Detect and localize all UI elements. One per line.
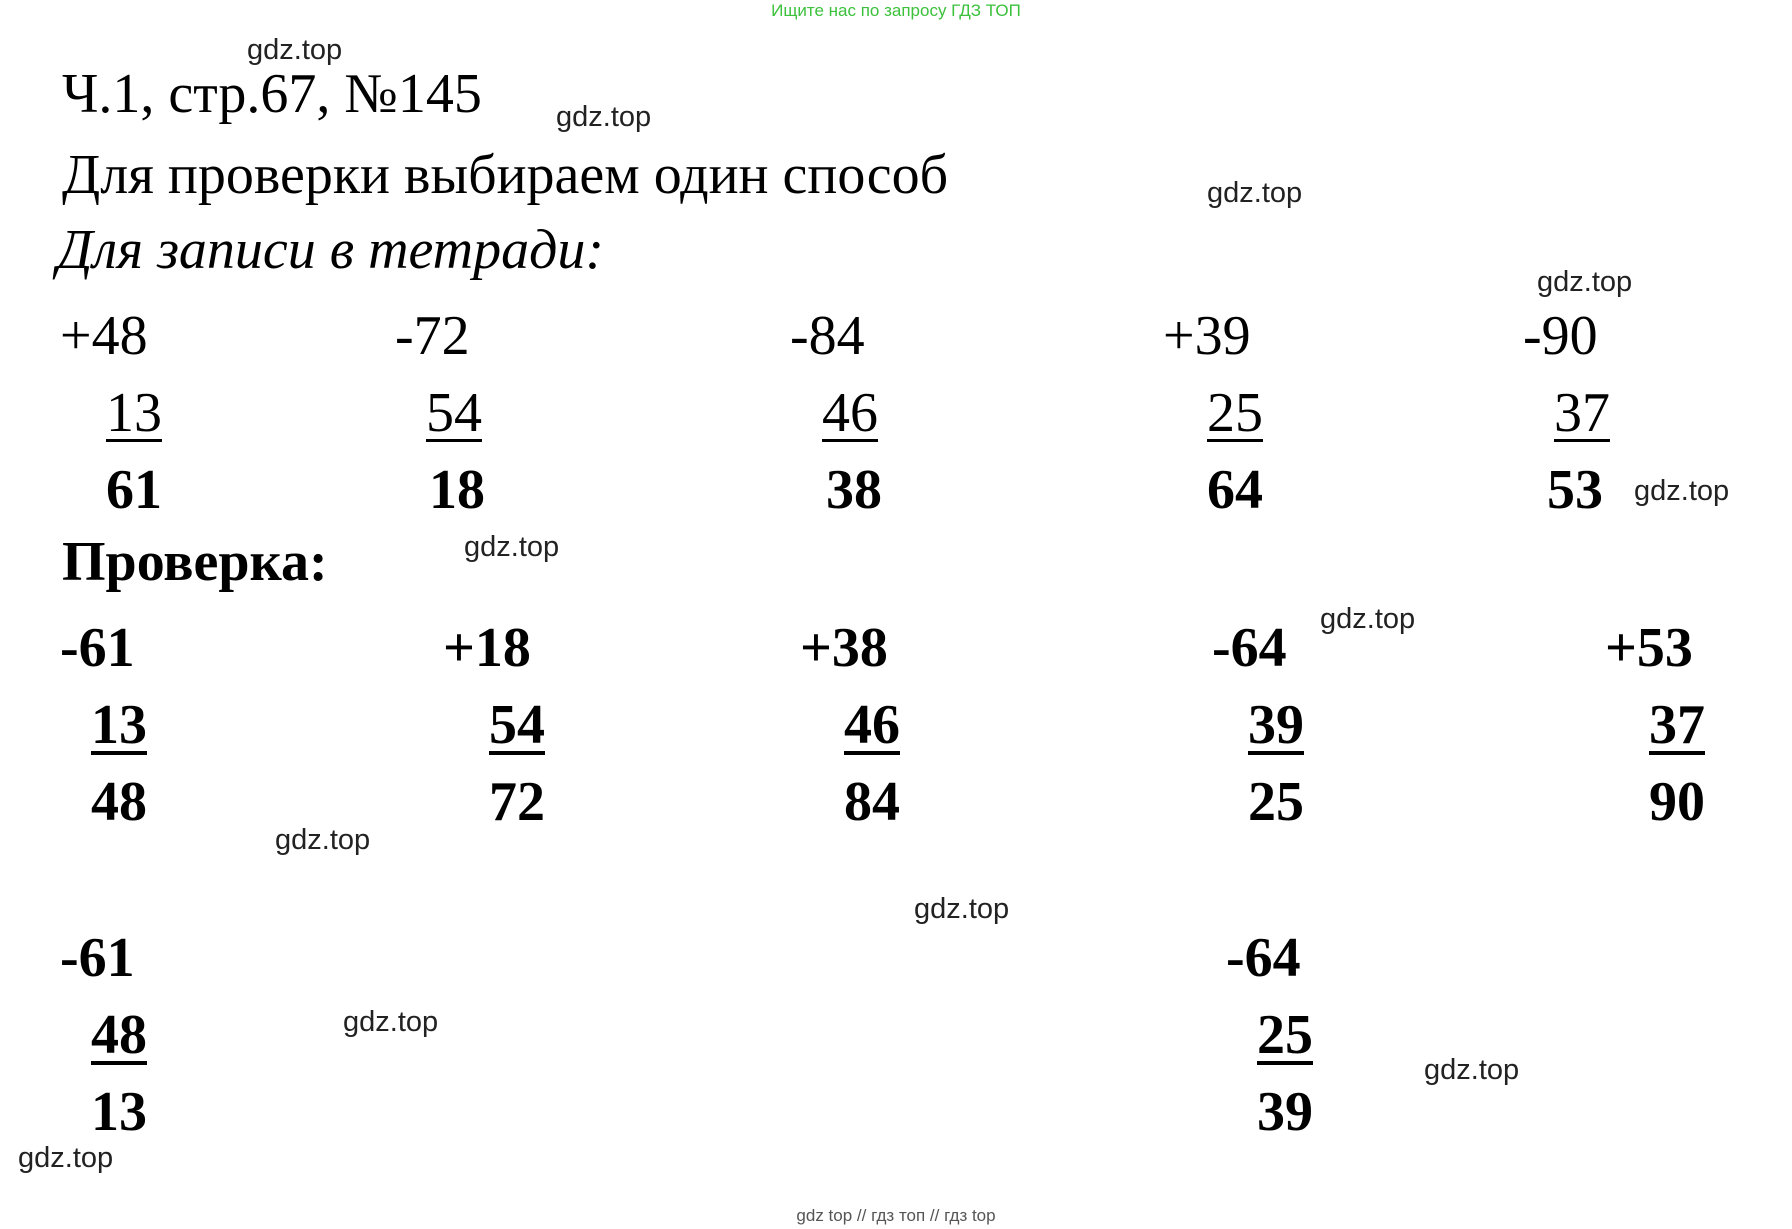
result: 18 xyxy=(429,459,485,521)
operation: -72 xyxy=(395,305,470,367)
notebook-item-3 xyxy=(790,298,882,529)
watermark: gdz.top xyxy=(1320,603,1416,635)
watermark: gdz.top xyxy=(1207,177,1303,209)
result: 53 xyxy=(1547,459,1603,521)
result: 48 xyxy=(91,771,147,833)
check-item-4 xyxy=(1212,610,1304,841)
check-item-1 xyxy=(60,610,147,841)
second-operand: 48 xyxy=(91,1004,147,1066)
result: 64 xyxy=(1207,459,1263,521)
second-operand: 54 xyxy=(426,382,482,444)
check-item-2 xyxy=(443,610,545,841)
second-operand: 37 xyxy=(1554,382,1610,444)
operation: +48 xyxy=(60,305,148,367)
result: 13 xyxy=(91,1081,147,1143)
top-banner: Ищите нас по запросу ГДЗ ТОП xyxy=(771,1,1021,20)
watermark: gdz.top xyxy=(18,1142,114,1174)
result: 39 xyxy=(1257,1081,1313,1143)
notebook-label: Для записи в тетради: xyxy=(57,219,605,281)
watermark: gdz.top xyxy=(1634,475,1730,507)
result: 61 xyxy=(106,459,162,521)
page-title: Ч.1, стр.67, №145 xyxy=(62,63,482,125)
notebook-item-1 xyxy=(60,298,162,529)
second-operand: 46 xyxy=(822,382,878,444)
second-operand: 13 xyxy=(91,694,147,756)
operation: +39 xyxy=(1163,305,1251,367)
result: 84 xyxy=(844,771,900,833)
result: 25 xyxy=(1248,771,1304,833)
notebook-item-5 xyxy=(1523,298,1610,529)
watermark: gdz.top xyxy=(1537,266,1633,298)
result: 38 xyxy=(826,459,882,521)
operation: +38 xyxy=(800,617,888,679)
second-operand: 54 xyxy=(489,694,545,756)
watermark: gdz.top xyxy=(556,101,652,133)
check-extra-item-1 xyxy=(60,920,147,1151)
watermark: gdz.top xyxy=(464,531,560,563)
footer: gdz top // гдз топ // гдз top xyxy=(796,1206,996,1225)
result: 90 xyxy=(1649,771,1705,833)
check-item-3 xyxy=(800,610,900,841)
operation: -64 xyxy=(1212,617,1287,679)
operation: -84 xyxy=(790,305,865,367)
second-operand: 46 xyxy=(844,694,900,756)
notebook-item-4 xyxy=(1163,298,1263,529)
watermark: gdz.top xyxy=(914,893,1010,925)
watermark: gdz.top xyxy=(275,824,371,856)
operation: -61 xyxy=(60,927,135,989)
subtitle: Для проверки выбираем один способ xyxy=(62,144,949,206)
result: 72 xyxy=(489,771,545,833)
watermark: gdz.top xyxy=(343,1006,439,1038)
check-item-5 xyxy=(1605,610,1705,841)
check-label: Проверка: xyxy=(62,531,328,593)
watermark: gdz.top xyxy=(1424,1054,1520,1086)
second-operand: 25 xyxy=(1207,382,1263,444)
second-operand: 37 xyxy=(1649,694,1705,756)
notebook-item-2 xyxy=(395,298,485,529)
second-operand: 25 xyxy=(1257,1004,1313,1066)
operation: -61 xyxy=(60,617,135,679)
watermark: gdz.top xyxy=(247,34,343,66)
operation: +53 xyxy=(1605,617,1693,679)
operation: -90 xyxy=(1523,305,1598,367)
operation: -64 xyxy=(1226,927,1301,989)
second-operand: 13 xyxy=(106,382,162,444)
second-operand: 39 xyxy=(1248,694,1304,756)
check-extra-item-2 xyxy=(1226,920,1313,1151)
operation: +18 xyxy=(443,617,531,679)
